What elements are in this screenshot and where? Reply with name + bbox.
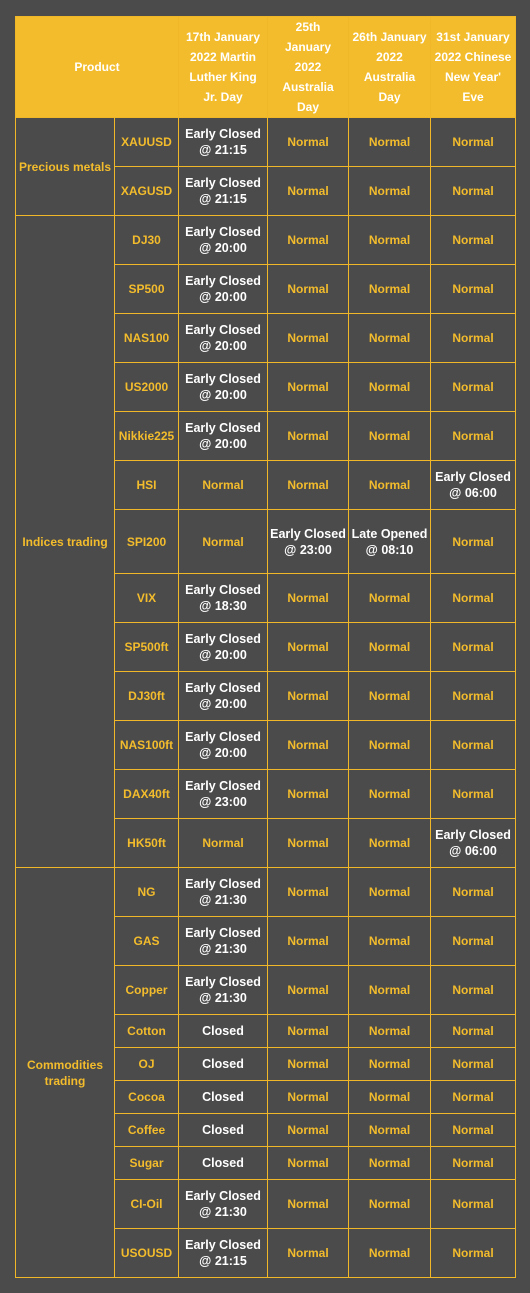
status-cell: Early Closed @ 21:30 (179, 868, 268, 917)
status-cell: Normal (349, 1015, 431, 1048)
status-cell: Closed (179, 1048, 268, 1081)
status-cell: Normal (268, 1229, 349, 1278)
status-cell: Normal (349, 770, 431, 819)
status-cell: Normal (349, 265, 431, 314)
status-cell: Normal (268, 721, 349, 770)
status-cell: Normal (431, 770, 516, 819)
status-cell: Early Closed @ 21:15 (179, 118, 268, 167)
product-cell: Nikkie225 (115, 412, 179, 461)
status-cell: Normal (431, 314, 516, 363)
status-cell: Normal (349, 966, 431, 1015)
status-cell: Early Closed @ 20:00 (179, 412, 268, 461)
header-row (16, 17, 516, 118)
status-cell: Normal (268, 167, 349, 216)
status-cell: Normal (268, 216, 349, 265)
status-cell: Closed (179, 1114, 268, 1147)
product-cell: GAS (115, 917, 179, 966)
status-cell: Early Closed @ 20:00 (179, 672, 268, 721)
status-cell: Normal (268, 118, 349, 167)
product-cell: HK50ft (115, 819, 179, 868)
product-cell: CI-Oil (115, 1180, 179, 1229)
date-header-31-jan: 31st January 2022 Chinese New Year' Eve (431, 17, 516, 118)
product-cell: Copper (115, 966, 179, 1015)
status-cell: Early Closed @ 21:15 (179, 167, 268, 216)
status-cell: Normal (268, 412, 349, 461)
table-body (16, 118, 516, 1278)
status-cell: Early Closed @ 20:00 (179, 216, 268, 265)
product-cell: HSI (115, 461, 179, 510)
status-cell: Normal (268, 917, 349, 966)
status-cell: Closed (179, 1015, 268, 1048)
product-cell: Cocoa (115, 1081, 179, 1114)
status-cell: Normal (349, 314, 431, 363)
status-cell: Normal (268, 868, 349, 917)
status-cell: Normal (431, 1180, 516, 1229)
status-cell: Closed (179, 1081, 268, 1114)
category-cell: Commodities trading (16, 868, 115, 1278)
status-cell: Normal (349, 819, 431, 868)
status-cell: Normal (431, 623, 516, 672)
date-header-25-jan: 25th January 2022 Australia Day (268, 17, 349, 118)
status-cell: Early Closed @ 06:00 (431, 819, 516, 868)
status-cell: Normal (431, 118, 516, 167)
status-cell: Normal (431, 265, 516, 314)
status-cell: Normal (349, 721, 431, 770)
status-cell: Early Closed @ 21:30 (179, 917, 268, 966)
status-cell: Normal (349, 118, 431, 167)
product-cell: DJ30 (115, 216, 179, 265)
status-cell: Normal (349, 412, 431, 461)
status-cell: Normal (268, 623, 349, 672)
status-cell: Normal (268, 1015, 349, 1048)
product-cell: NAS100ft (115, 721, 179, 770)
status-cell: Normal (268, 314, 349, 363)
product-cell: SPI200 (115, 510, 179, 574)
status-cell: Normal (349, 1180, 431, 1229)
status-cell: Normal (431, 1048, 516, 1081)
product-cell: USOUSD (115, 1229, 179, 1278)
product-header: Product (16, 17, 179, 118)
status-cell: Normal (349, 1114, 431, 1147)
status-cell: Normal (268, 363, 349, 412)
product-cell: DAX40ft (115, 770, 179, 819)
status-cell: Normal (268, 1147, 349, 1180)
status-cell: Early Closed @ 20:00 (179, 314, 268, 363)
status-cell: Early Closed @ 18:30 (179, 574, 268, 623)
status-cell: Normal (349, 574, 431, 623)
status-cell: Normal (349, 1081, 431, 1114)
status-cell: Closed (179, 1147, 268, 1180)
status-cell: Normal (268, 1180, 349, 1229)
trading-hours-table (15, 16, 516, 1278)
status-cell: Normal (431, 1114, 516, 1147)
date-header-26-jan: 26th January 2022 Australia Day (349, 17, 431, 118)
product-cell: Coffee (115, 1114, 179, 1147)
product-cell: Cotton (115, 1015, 179, 1048)
status-cell: Normal (179, 819, 268, 868)
status-cell: Normal (431, 721, 516, 770)
product-cell: DJ30ft (115, 672, 179, 721)
status-cell: Early Closed @ 23:00 (179, 770, 268, 819)
status-cell: Early Closed @ 23:00 (268, 510, 349, 574)
status-cell: Normal (431, 510, 516, 574)
product-cell: XAUUSD (115, 118, 179, 167)
status-cell: Normal (349, 868, 431, 917)
category-cell: Precious metals (16, 118, 115, 216)
status-cell: Late Opened @ 08:10 (349, 510, 431, 574)
category-cell: Indices trading (16, 216, 115, 868)
status-cell: Normal (268, 672, 349, 721)
product-cell: XAGUSD (115, 167, 179, 216)
status-cell: Normal (431, 167, 516, 216)
status-cell: Early Closed @ 21:30 (179, 1180, 268, 1229)
status-cell: Normal (431, 1015, 516, 1048)
status-cell: Early Closed @ 06:00 (431, 461, 516, 510)
status-cell: Normal (349, 167, 431, 216)
status-cell: Normal (349, 216, 431, 265)
product-cell: Sugar (115, 1147, 179, 1180)
table-row (16, 868, 516, 917)
status-cell: Normal (179, 510, 268, 574)
status-cell: Normal (431, 868, 516, 917)
status-cell: Normal (349, 1048, 431, 1081)
status-cell: Normal (268, 819, 349, 868)
status-cell: Early Closed @ 20:00 (179, 265, 268, 314)
status-cell: Normal (431, 1081, 516, 1114)
status-cell: Normal (349, 363, 431, 412)
date-header-17-jan: 17th January 2022 Martin Luther King Jr. Day (179, 17, 268, 118)
status-cell: Normal (268, 461, 349, 510)
status-cell: Normal (431, 412, 516, 461)
status-cell: Normal (268, 1114, 349, 1147)
table-row (16, 216, 516, 265)
status-cell: Early Closed @ 21:30 (179, 966, 268, 1015)
holiday-schedule (15, 16, 515, 1278)
status-cell: Normal (179, 461, 268, 510)
status-cell: Normal (431, 216, 516, 265)
product-cell: NAS100 (115, 314, 179, 363)
status-cell: Normal (349, 623, 431, 672)
status-cell: Early Closed @ 20:00 (179, 623, 268, 672)
status-cell: Normal (268, 1081, 349, 1114)
status-cell: Normal (431, 1147, 516, 1180)
status-cell: Normal (349, 461, 431, 510)
status-cell: Normal (268, 770, 349, 819)
product-cell: SP500ft (115, 623, 179, 672)
status-cell: Normal (431, 917, 516, 966)
product-cell: OJ (115, 1048, 179, 1081)
status-cell: Normal (431, 363, 516, 412)
status-cell: Normal (268, 966, 349, 1015)
status-cell: Normal (431, 574, 516, 623)
status-cell: Early Closed @ 20:00 (179, 363, 268, 412)
status-cell: Normal (349, 1147, 431, 1180)
table-row (16, 118, 516, 167)
product-cell: NG (115, 868, 179, 917)
product-cell: US2000 (115, 363, 179, 412)
status-cell: Normal (268, 265, 349, 314)
status-cell: Normal (268, 574, 349, 623)
status-cell: Normal (349, 672, 431, 721)
status-cell: Normal (431, 672, 516, 721)
status-cell: Normal (431, 966, 516, 1015)
status-cell: Normal (349, 917, 431, 966)
status-cell: Normal (268, 1048, 349, 1081)
status-cell: Normal (431, 1229, 516, 1278)
product-cell: VIX (115, 574, 179, 623)
status-cell: Normal (349, 1229, 431, 1278)
product-cell: SP500 (115, 265, 179, 314)
status-cell: Early Closed @ 20:00 (179, 721, 268, 770)
status-cell: Early Closed @ 21:15 (179, 1229, 268, 1278)
